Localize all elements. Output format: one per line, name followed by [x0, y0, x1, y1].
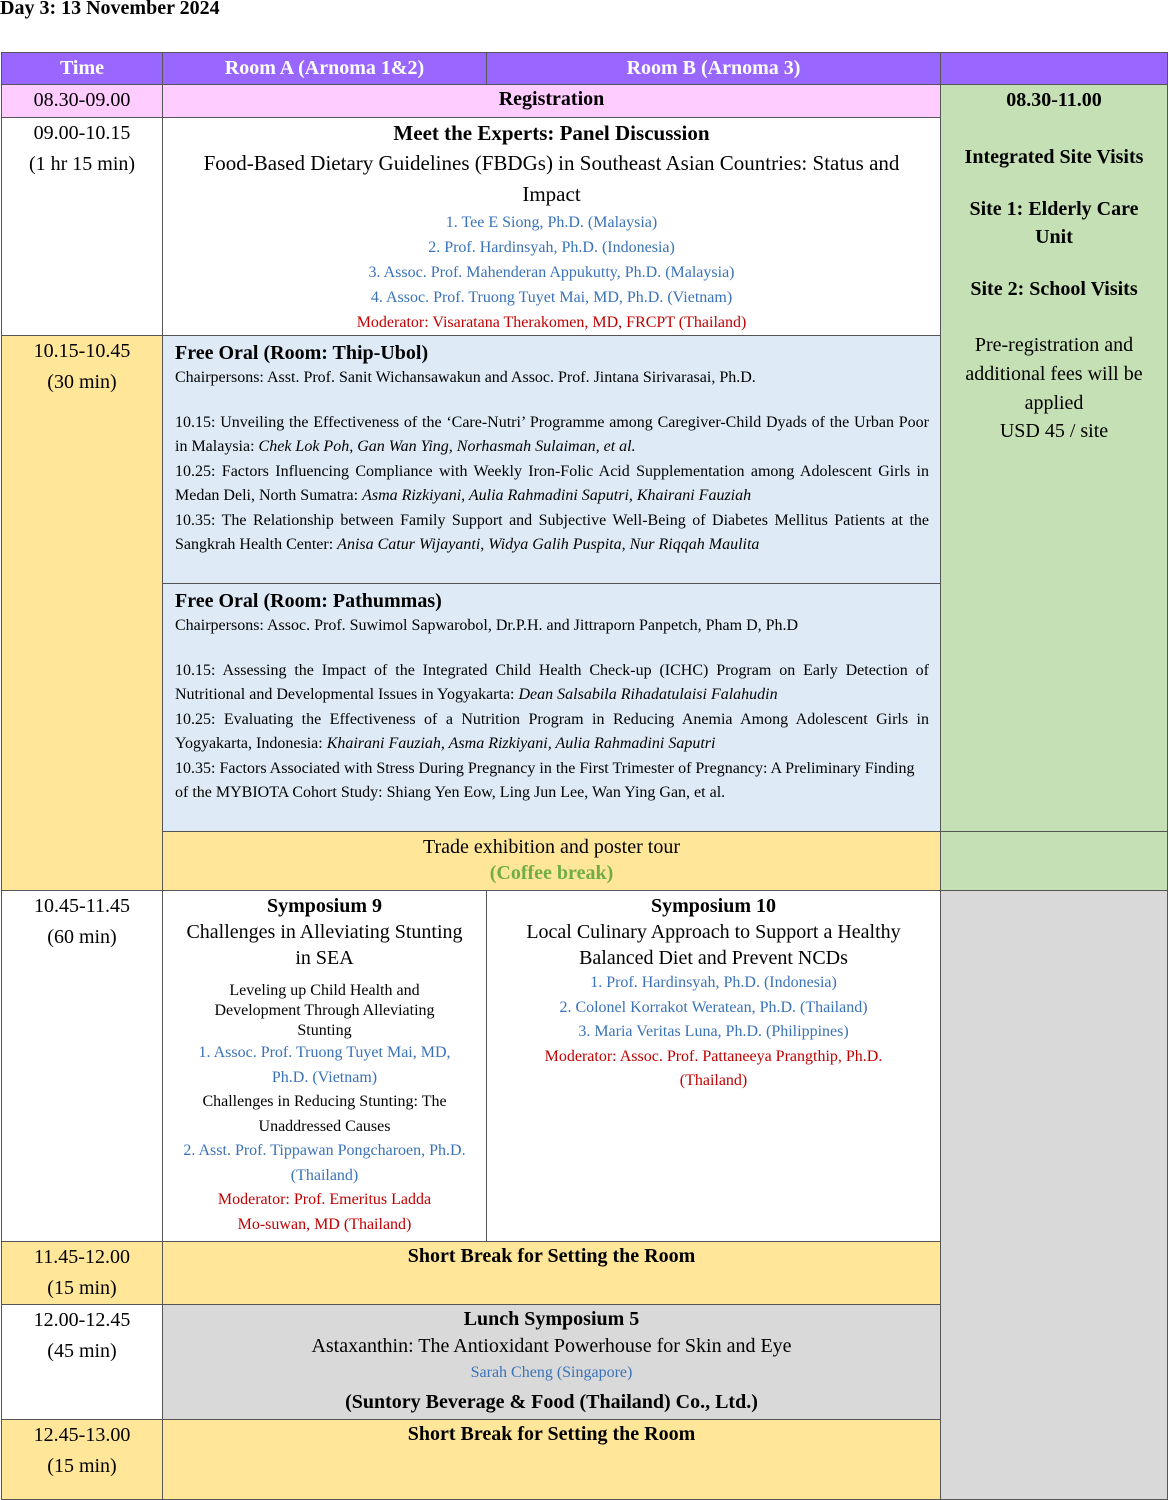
schedule-table [1, 52, 1168, 1500]
lunch-time-cell [2, 1305, 163, 1420]
break-2-label: Short Break for Setting the Room [163, 1420, 941, 1500]
panel-speaker-2: 2. Prof. Hardinsyah, Ph.D. (Indonesia) [428, 239, 675, 256]
free-oral-2-item-1: 10.15: Assessing the Impact of the Integrated Child Health Check-up (ICHC) Program on Early Detection of Nutritional and Developmental Issues in Yogyakarta: Dean Salsabila Rihadatulaisi Falahudin [175, 661, 929, 703]
day-title: Day 3: 13 November 2024 [0, 0, 220, 19]
site-2-label: Site 2: School Visits [970, 278, 1138, 300]
symposium-9-subtitle: Challenges in Alleviating Stunting in SEA [186, 921, 463, 969]
header-room-b: Room B (Arnoma 3) [487, 53, 941, 85]
site-visits-cell [941, 85, 1168, 832]
lunch-cell [163, 1305, 941, 1420]
symposium-10-speaker-3: 3. Maria Veritas Luna, Ph.D. (Philippines) [578, 1023, 849, 1040]
free-oral-2-item-3: 10.35: Factors Associated with Stress During Pregnancy in the First Trimester of Pregnancy: A Preliminary Finding of the MYBIOTA Cohort Study: Shiang Yen Eow, Ling Jun Lee, Wan Ying Gan, et al. [175, 759, 915, 801]
panel-speaker-3: 3. Assoc. Prof. Mahenderan Appukutty, Ph.D. (Malaysia) [368, 264, 735, 281]
symposium-9-moderator: Moderator: Prof. Emeritus Ladda Mo-suwan, MD (Thailand) [217, 1191, 432, 1233]
lunch-title: Lunch Symposium 5 [463, 1308, 640, 1330]
free-oral-time-cell [2, 336, 163, 891]
trade-label: Trade exhibition and poster tour [422, 836, 680, 858]
free-oral-1-title: Free Oral (Room: Thip-Ubol) [175, 342, 429, 364]
lunch-subtitle: Astaxanthin: The Antioxidant Powerhouse for Skin and Eye [311, 1335, 792, 1357]
symposium-10-cell [487, 891, 941, 1242]
trade-cell [163, 832, 941, 891]
free-oral-time: 10.15-10.45 [33, 340, 131, 362]
site-visits-tail [941, 832, 1168, 891]
coffee-break-label: (Coffee break) [489, 862, 614, 884]
symposium-9-speaker-1: 1. Assoc. Prof. Truong Tuyet Mai, MD, Ph.D. (Vietnam) [198, 1044, 451, 1086]
break-1-duration: (15 min) [47, 1277, 117, 1299]
site-1-label: Site 1: Elderly Care Unit [969, 198, 1139, 248]
lunch-sponsor: (Suntory Beverage & Food (Thailand) Co., Ltd.) [345, 1391, 758, 1413]
symposium-10-speaker-1: 1. Prof. Hardinsyah, Ph.D. (Indonesia) [590, 974, 837, 991]
panel-moderator: Moderator: Visaratana Therakomen, MD, FRCPT (Thailand) [356, 314, 747, 331]
break-1-label: Short Break for Setting the Room [163, 1242, 941, 1305]
free-oral-duration: (30 min) [47, 371, 117, 393]
symposium-10-title: Symposium 10 [650, 895, 777, 917]
panel-speaker-1: 1. Tee E Siong, Ph.D. (Malaysia) [445, 214, 658, 231]
symposium-9-title: Symposium 9 [266, 895, 383, 917]
free-oral-1-item-2: 10.25: Factors Influencing Compliance with Weekly Iron-Folic Acid Supplementation among Adolescent Girls in Medan Deli, North Sumatra: Asma Rizkiyani, Aulia Rahmadini Saputri, Khairani Fauziah [175, 462, 929, 504]
free-oral-2-cell [163, 584, 941, 832]
panel-title: Meet the Experts: Panel Discussion [393, 121, 710, 145]
free-oral-1-item-1: 10.15: Unveiling the Effectiveness of the ‘Care-Nutri’ Programme among Caregiver-Child Dyads of the Urban Poor in Malaysia: Chek Lok Poh, Gan Wan Ying, Norhasmah Sulaiman, et al. [175, 413, 929, 455]
panel-time: 09.00-10.15 [33, 122, 131, 144]
registration-label: Registration [163, 85, 941, 118]
panel-duration: (1 hr 15 min) [28, 153, 136, 175]
free-oral-2-title: Free Oral (Room: Pathummas) [175, 590, 442, 612]
symposium-9-cell [163, 891, 487, 1242]
header-time: Time [2, 53, 163, 85]
site-visits-title: Integrated Site Visits [964, 146, 1144, 168]
lunch-speaker: Sarah Cheng (Singapore) [470, 1364, 633, 1381]
symposium-time-cell [2, 891, 163, 1242]
site-visits-note: Pre-registration and additional fees will be applied [965, 334, 1143, 414]
site-visits-fee: USD 45 / site [999, 420, 1109, 442]
break-2-duration: (15 min) [47, 1455, 117, 1477]
lunch-time: 12.00-12.45 [33, 1309, 131, 1331]
symposium-10-speaker-2: 2. Colonel Korrakot Weratean, Ph.D. (Thailand) [559, 998, 868, 1016]
symposium-10-moderator: Moderator: Assoc. Prof. Pattaneeya Prangthip, Ph.D. (Thailand) [544, 1047, 883, 1089]
symposium-9-topic-1: Leveling up Child Health and Development Through Alleviating Stunting [214, 982, 435, 1039]
symposium-duration: (60 min) [47, 926, 117, 948]
free-oral-1-item-3: 10.35: The Relationship between Family Support and Subjective Well-Being of Diabetes Mellitus Patients at the Sangkrah Health Center: Anisa Catur Wijayanti, Widya Galih Puspita, Nur Riqqah Maulita [175, 511, 929, 553]
panel-speaker-4: 4. Assoc. Prof. Truong Tuyet Mai, MD, Ph.D. (Vietnam) [370, 289, 733, 306]
panel-subtitle: Food-Based Dietary Guidelines (FBDGs) in Southeast Asian Countries: Status and Impact [203, 151, 900, 206]
free-oral-1-cell [163, 336, 941, 584]
symposium-time: 10.45-11.45 [34, 895, 130, 917]
symposium-9-topic-2: Challenges in Reducing Stunting: The Unaddressed Causes [202, 1093, 447, 1135]
site-visits-time: 08.30-11.00 [1006, 89, 1102, 111]
header-room-a: Room A (Arnoma 1&2) [163, 53, 487, 85]
symposium-9-speaker-2: 2. Asst. Prof. Tippawan Pongcharoen, Ph.D. (Thailand) [183, 1142, 466, 1184]
lunch-duration: (45 min) [47, 1340, 117, 1362]
registration-time: 08.30-09.00 [2, 85, 163, 118]
break-2-time-cell [2, 1420, 163, 1500]
break-1-time: 11.45-12.00 [34, 1246, 130, 1268]
grey-filler [941, 891, 1168, 1500]
panel-cell [163, 118, 941, 336]
panel-time-cell [2, 118, 163, 336]
free-oral-2-item-2: 10.25: Evaluating the Effectiveness of a Nutrition Program in Reducing Anemia Among Adolescent Girls in Yogyakarta, Indonesia: Khairani Fauziah, Asma Rizkiyani, Aulia Rahmadini Saputri [175, 710, 929, 752]
symposium-10-subtitle: Local Culinary Approach to Support a Healthy Balanced Diet and Prevent NCDs [526, 921, 901, 969]
break-2-time: 12.45-13.00 [33, 1424, 131, 1446]
free-oral-1-chairs: Chairpersons: Asst. Prof. Sanit Wichansawakun and Assoc. Prof. Jintana Sirivarasai, Ph.D. [175, 369, 756, 386]
header-extra [941, 53, 1168, 85]
break-1-time-cell [2, 1242, 163, 1305]
free-oral-2-chairs: Chairpersons: Assoc. Prof. Suwimol Sapwarobol, Dr.P.H. and Jittraporn Panpetch, Pham D, Ph.D [175, 617, 799, 634]
